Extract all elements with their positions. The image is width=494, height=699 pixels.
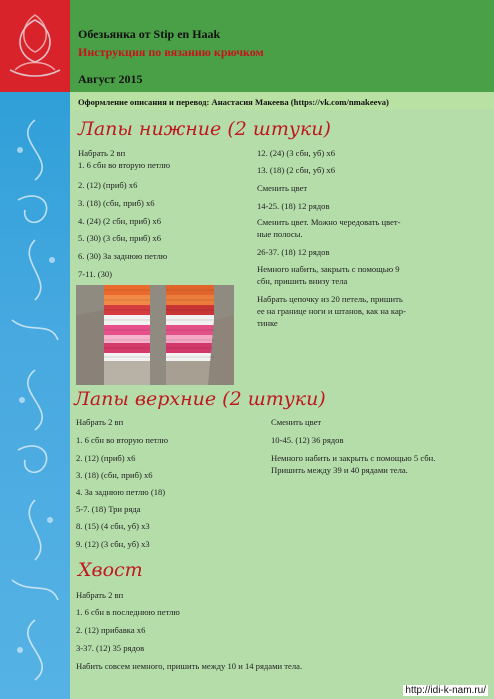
list-item: 2. (12) (приб) х6 (76, 453, 136, 463)
list-item: 3-37. (12) 35 рядов (76, 643, 145, 653)
list-item: 6. (30) За заднюю петлю (78, 251, 168, 261)
list-item: 26-37. (18) 12 рядов (257, 247, 330, 257)
list-item: 8. (15) (4 сбн, уб) х3 (76, 521, 150, 531)
document-subtitle: Инструкция по вязанию крючком (78, 45, 264, 59)
credit-line: Оформление описания и перевод: Анастасия Макеева (https://vk.com/nmakeeva) (78, 97, 389, 107)
list-item: 14-25. (18) 12 рядов (257, 201, 330, 211)
section-title-upper-paws: Лапы верхние (2 штуки) (74, 388, 326, 410)
section-title-tail: Хвост (78, 559, 143, 581)
list-item: 13. (18) (2 сбн, уб) х6 (257, 165, 336, 175)
list-item: 1. 6 сбн в последнюю петлю (76, 607, 180, 617)
list-item: Набрать 2 вп (78, 148, 126, 158)
list-item: Набить совсем немного, пришить между 10 и 14 рядами тела. (76, 661, 303, 671)
document-title: Обезьянка от Stip en Haak (78, 27, 221, 41)
list-item: 2. (12) (приб) х6 (78, 180, 138, 190)
list-item: Сменить цвет (271, 417, 322, 427)
section-title-lower-paws: Лапы нижние (2 штуки) (78, 118, 331, 140)
document-date: Август 2015 (78, 72, 143, 86)
list-item: Набрать 2 вп (76, 590, 124, 600)
list-item: 3. (18) (сбн, приб) х6 (76, 470, 153, 480)
watermark-url: http://idi-k-nam.ru/ (405, 685, 486, 696)
list-item: Сменить цвет (257, 183, 308, 193)
list-item: Немного набить и закрыть с помощью 5 сбн. Пришить между 39 и 40 рядами тела. (271, 453, 436, 475)
list-item: Набрать цепочку из 20 петель, пришить ее на границе ноги и штанов, как на кар- тинке (257, 294, 406, 328)
list-item: 3. (18) (сбн, приб) х6 (78, 198, 155, 208)
list-item: 9. (12) (3 сбн, уб) х3 (76, 539, 150, 549)
list-item: Набрать 2 вп (76, 417, 124, 427)
floral-ornament-icon (0, 0, 70, 699)
list-item: Сменить цвет. Можно чередовать цвет- ные полосы. (257, 217, 401, 239)
list-item: Немного набить, закрыть с помощью 9 сбн, пришить внизу тела (257, 264, 400, 286)
list-item: 5-7. (18) Три ряда (76, 504, 141, 514)
list-item: 5. (30) (3 сбн, приб) х6 (78, 233, 162, 243)
list-item: 10-45. (12) 36 рядов (271, 435, 344, 445)
list-item: 4. (24) (2 сбн, приб) х6 (78, 216, 162, 226)
list-item: 12. (24) (3 сбн, уб) х6 (257, 148, 336, 158)
list-item: 4. За заднюю петлю (18) (76, 487, 166, 497)
list-item: 1. 6 сбн во вторую петлю (76, 435, 169, 445)
list-item: 2. (12) прибавка х6 (76, 625, 146, 635)
knitted-legs-photo (76, 285, 234, 385)
list-item: 1. 6 сбн во вторую петлю (78, 160, 171, 170)
list-item: 7-11. (30) (78, 269, 113, 279)
